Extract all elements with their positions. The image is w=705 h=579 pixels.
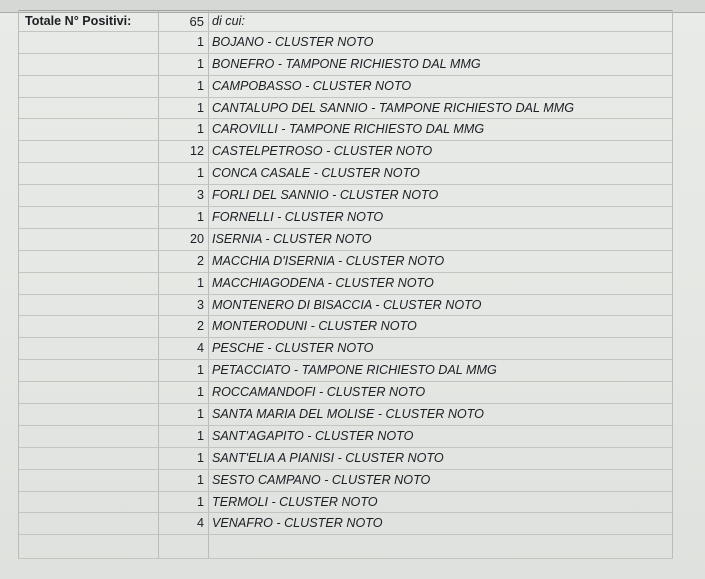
table-row — [19, 163, 673, 185]
table-row — [19, 360, 673, 382]
row-description: CAROVILLI - TAMPONE RICHIESTO DAL MMG — [212, 122, 485, 137]
row-label-cell — [19, 448, 159, 469]
row-count: 1 — [159, 163, 209, 184]
row-label-cell — [19, 492, 159, 513]
row-count: 1 — [159, 98, 209, 119]
row-label-cell — [19, 163, 159, 184]
row-count: 4 — [159, 513, 209, 534]
row-description: VENAFRO - CLUSTER NOTO — [212, 516, 383, 531]
row-label-cell — [19, 513, 159, 534]
row-count: 12 — [159, 141, 209, 162]
row-label-cell — [19, 470, 159, 491]
row-description: ROCCAMANDOFI - CLUSTER NOTO — [212, 385, 426, 400]
row-count: 1 — [159, 76, 209, 97]
table-row — [19, 470, 673, 492]
row-count: 2 — [159, 251, 209, 272]
table-right-border — [672, 10, 673, 558]
total-count: 65 — [159, 11, 209, 31]
table-row — [19, 295, 673, 317]
table-row — [19, 185, 673, 207]
row-label-cell — [19, 119, 159, 140]
row-label-cell — [19, 32, 159, 53]
row-count: 1 — [159, 360, 209, 381]
row-description: PETACCIATO - TAMPONE RICHIESTO DAL MMG — [212, 363, 497, 378]
table-row — [19, 426, 673, 448]
row-label-cell — [19, 54, 159, 75]
row-description: FORNELLI - CLUSTER NOTO — [212, 210, 384, 225]
row-description: SESTO CAMPANO - CLUSTER NOTO — [212, 472, 431, 487]
row-description: TERMOLI - CLUSTER NOTO — [212, 494, 378, 509]
table-row — [19, 98, 673, 120]
row-count: 1 — [159, 119, 209, 140]
table-row — [19, 382, 673, 404]
row-count: 1 — [159, 448, 209, 469]
row-label-cell — [19, 251, 159, 272]
table-row — [19, 141, 673, 163]
table-row — [19, 273, 673, 295]
row-count: 2 — [159, 316, 209, 337]
row-label-cell — [19, 295, 159, 316]
empty-row — [19, 535, 673, 559]
row-label-cell — [19, 98, 159, 119]
row-count: 1 — [159, 207, 209, 228]
empty-cell — [19, 535, 159, 558]
empty-cell — [209, 535, 673, 558]
row-description: CONCA CASALE - CLUSTER NOTO — [212, 166, 420, 181]
row-count: 1 — [159, 54, 209, 75]
table-row — [19, 229, 673, 251]
row-count: 3 — [159, 295, 209, 316]
row-description: BOJANO - CLUSTER NOTO — [212, 34, 374, 49]
row-label-cell — [19, 426, 159, 447]
table-row — [19, 513, 673, 535]
positives-table — [18, 10, 673, 559]
row-label-cell — [19, 273, 159, 294]
row-description: CASTELPETROSO - CLUSTER NOTO — [212, 144, 433, 159]
table-row — [19, 338, 673, 360]
row-count: 1 — [159, 273, 209, 294]
row-count: 1 — [159, 492, 209, 513]
row-count: 4 — [159, 338, 209, 359]
row-description: FORLI DEL SANNIO - CLUSTER NOTO — [212, 188, 439, 203]
row-count: 1 — [159, 404, 209, 425]
table-row — [19, 492, 673, 514]
row-description: PESCHE - CLUSTER NOTO — [212, 341, 374, 356]
row-count: 1 — [159, 32, 209, 53]
row-description: BONEFRO - TAMPONE RICHIESTO DAL MMG — [212, 56, 481, 71]
row-description: SANT'AGAPITO - CLUSTER NOTO — [212, 428, 414, 443]
total-label: Totale N° Positivi: — [19, 11, 159, 31]
table-row — [19, 404, 673, 426]
row-description: MONTERODUNI - CLUSTER NOTO — [212, 319, 417, 334]
table-row — [19, 448, 673, 470]
row-label-cell — [19, 382, 159, 403]
row-count: 3 — [159, 185, 209, 206]
table-row — [19, 251, 673, 273]
row-description: ISERNIA - CLUSTER NOTO — [212, 231, 372, 246]
row-count: 1 — [159, 382, 209, 403]
row-label-cell — [19, 338, 159, 359]
table-row — [19, 316, 673, 338]
row-count: 20 — [159, 229, 209, 250]
row-label-cell — [19, 76, 159, 97]
row-label-cell — [19, 316, 159, 337]
row-description: MACCHIAGODENA - CLUSTER NOTO — [212, 275, 434, 290]
row-label-cell — [19, 185, 159, 206]
row-label-cell — [19, 141, 159, 162]
row-description: MONTENERO DI BISACCIA - CLUSTER NOTO — [212, 297, 482, 312]
row-label-cell — [19, 207, 159, 228]
table-row — [19, 54, 673, 76]
row-description: SANT'ELIA A PIANISI - CLUSTER NOTO — [212, 450, 444, 465]
total-suffix: di cui: — [212, 14, 245, 28]
row-label-cell — [19, 404, 159, 425]
table-row — [19, 119, 673, 141]
empty-cell — [159, 535, 209, 558]
row-label-cell — [19, 229, 159, 250]
table-row — [19, 76, 673, 98]
row-label-cell — [19, 360, 159, 381]
row-description: SANTA MARIA DEL MOLISE - CLUSTER NOTO — [212, 407, 484, 422]
row-count: 1 — [159, 470, 209, 491]
row-count: 1 — [159, 426, 209, 447]
row-description: MACCHIA D'ISERNIA - CLUSTER NOTO — [212, 253, 445, 268]
table-row — [19, 207, 673, 229]
row-description: CAMPOBASSO - CLUSTER NOTO — [212, 78, 412, 93]
table-header-row — [19, 10, 673, 32]
row-description: CANTALUPO DEL SANNIO - TAMPONE RICHIESTO DAL MMG — [212, 100, 575, 115]
table-row — [19, 32, 673, 54]
